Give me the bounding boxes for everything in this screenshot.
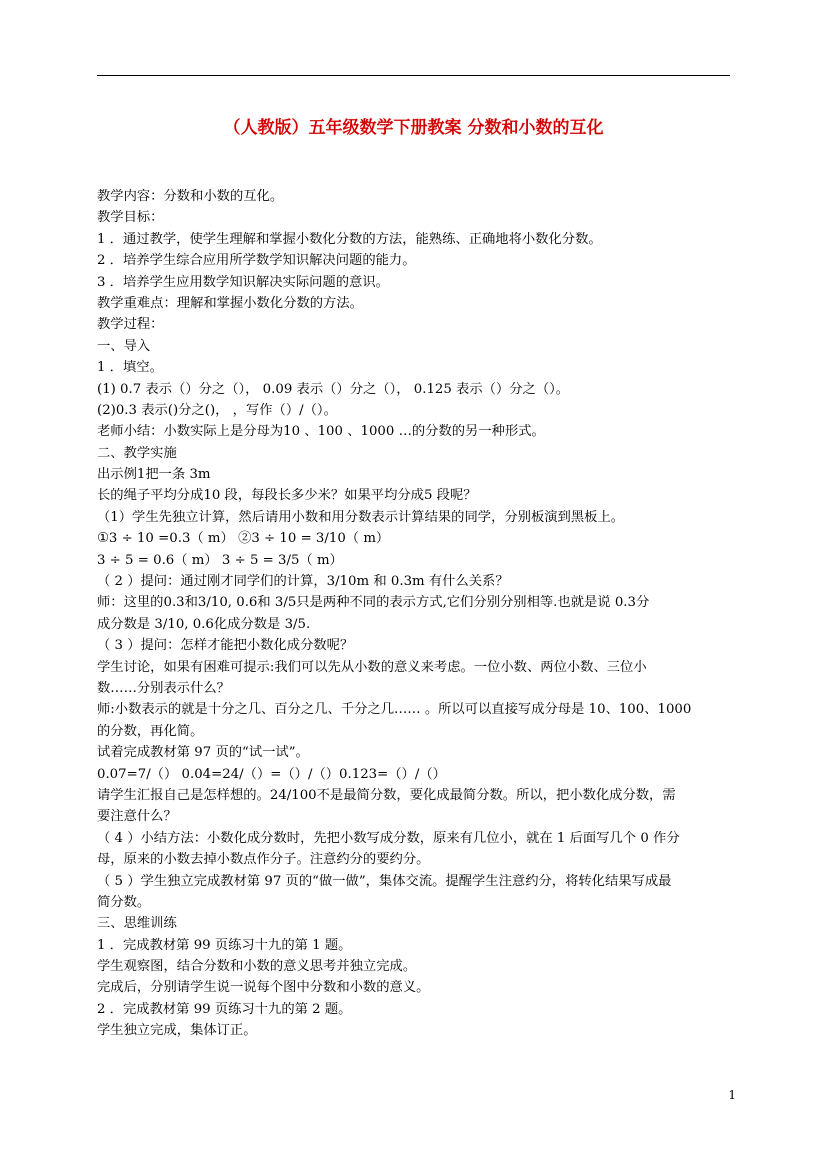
text-line: 3 ÷ 5 = 0.6（ m） 3 ÷ 5 = 3/5（ m） — [97, 552, 343, 568]
text-line: 3 ．培养学生应用数学知识解决实际问题的意识。 — [97, 274, 389, 290]
document-body — [97, 186, 733, 1042]
text-line: 完成后，分别请学生说一说每个图中分数和小数的意义。 — [97, 980, 430, 996]
text-line: 数……分别表示什么？ — [97, 680, 230, 696]
text-line: （1）学生先独立计算，然后请用小数和用分数表示计算结果的同学，分别板演到黑板上。 — [97, 509, 625, 525]
text-line: (2)0.3 表示()分之()， ，写作（）/（）。 — [97, 402, 337, 418]
text-line: （ 4 ）小结方法：小数化成分数时，先把小数写成分数，原来有几位小，就在 1 后面写几个 0 作分 — [97, 830, 680, 846]
text-line: 教学过程： — [97, 317, 164, 333]
text-line: 师：这里的0.3和3/10, 0.6和 3/5只是两种不同的表示方式,它们分别分别相等.也就是说 0.3分 — [97, 595, 650, 611]
text-line: 2 ．完成教材第 99 页练习十九的第 2 题。 — [97, 1001, 352, 1017]
text-line: 三、思维训练 — [97, 916, 177, 932]
text-line: ①3 ÷ 10 =0.3（ m） ②3 ÷ 10 = 3/10（ m） — [97, 531, 390, 547]
text-line: 1 ．完成教材第 99 页练习十九的第 1 题。 — [97, 937, 352, 953]
text-line: 2 ．培养学生综合应用所学数学知识解决问题的能力。 — [97, 253, 416, 269]
text-line: 二、教学实施 — [97, 445, 177, 461]
text-line: 母，原来的小数去掉小数点作分子。注意约分的要约分。 — [97, 852, 430, 868]
text-line: （ 2 ）提问：通过刚才同学们的计算，3/10m 和 0.3m 有什么关系？ — [97, 574, 509, 590]
text-line: 教学内容：分数和小数的互化。 — [97, 189, 284, 204]
text-line: 1 ．通过教学，使学生理解和掌握小数化分数的方法，能熟练、正确地将小数化分数。 — [97, 231, 602, 247]
text-line: 1 ．填空。 — [97, 360, 163, 376]
text-line: 简分数。 — [97, 894, 151, 910]
text-line: 学生观察图，结合分数和小数的意义思考并独立完成。 — [97, 959, 417, 975]
text-line: 一、导入 — [97, 338, 151, 354]
text-line: （ 5 ）学生独立完成教材第 97 页的“做一做”，集体交流。提醒学生注意约分，将转化结果写成最 — [97, 873, 672, 889]
text-line: 学生独立完成，集体订正。 — [97, 1023, 257, 1039]
document-title: （人教版）五年级数学下册教案 分数和小数的互化 — [223, 118, 604, 138]
text-line: 成分数是 3/10, 0.6化成分数是 3/5. — [97, 616, 311, 632]
text-line: 出示例1把一条 3m — [97, 467, 211, 483]
text-line: 教学重难点：理解和掌握小数化分数的方法。 — [97, 295, 363, 311]
text-line: 试着完成教材第 97 页的“试一试”。 — [97, 745, 309, 761]
text-line: 要注意什么？ — [97, 809, 177, 825]
text-line: 教学目标： — [97, 210, 164, 226]
text-line: 请学生汇报自己是怎样想的。24/100不是最简分数，要化成最简分数。所以，把小数化成分数，需 — [97, 787, 676, 803]
page-number: 1 — [728, 1088, 736, 1102]
text-line: 0.07=7/（） 0.04=24/（）=（）/（）0.123=（）/（） — [97, 766, 446, 782]
text-line: 长的绳子平均分成10 段，每段长多少米？如果平均分成5 段呢？ — [97, 488, 477, 504]
header-rule — [97, 75, 730, 76]
text-line: 老师小结：小数实际上是分母为10 、100 、1000 …的分数的另一种形式。 — [97, 424, 545, 440]
text-line: 师:小数表示的就是十分之几、百分之几、千分之几…… 。所以可以直接写成分母是 10、100、1000 — [97, 702, 692, 718]
text-line: 学生讨论，如果有困难可提示:我们可以先从小数的意义来考虑。一位小数、两位小数、三位小 — [97, 659, 647, 675]
text-line: （ 3 ）提问：怎样才能把小数化成分数呢？ — [97, 638, 354, 654]
text-line: (1) 0.7 表示（）分之（）， 0.09 表示（）分之（）， 0.125 表示（）分之（）。 — [97, 381, 570, 397]
text-line: 的分数，再化简。 — [97, 723, 204, 739]
